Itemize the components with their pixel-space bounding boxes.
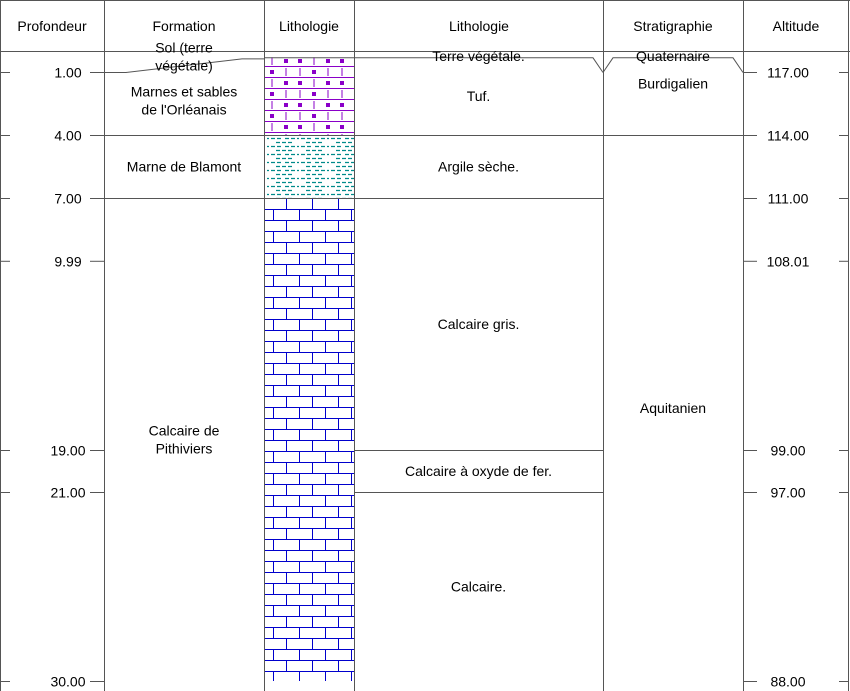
- formation-label: Pithiviers: [155, 440, 213, 457]
- formation-label: Marnes et sables: [130, 83, 238, 100]
- altitude-label: 114.00: [767, 127, 809, 144]
- depth-label: 4.00: [54, 127, 82, 144]
- lithology-layer-clay: [264, 135, 354, 198]
- header-lithology-description: Lithologie: [449, 18, 509, 34]
- altitude-label: 108.01: [766, 253, 810, 270]
- depth-label: 1.00: [54, 64, 82, 81]
- stratigraphy-label: Aquitanien: [639, 400, 707, 416]
- formation-label: Marne de Blamont: [126, 158, 242, 175]
- formation-label: de l'Orléanais: [141, 101, 227, 118]
- altitude-label: 97.00: [770, 484, 806, 501]
- depth-label: 9.99: [54, 253, 82, 270]
- stratigraphy-label: Quaternaire: [636, 48, 710, 65]
- lithology-description-label: Calcaire à oxyde de fer.: [404, 463, 553, 479]
- depth-label: 19.00: [50, 442, 86, 459]
- formation-label: Sol (terre: [155, 39, 213, 56]
- lithology-description-label: Tuf.: [466, 88, 491, 105]
- altitude-label: 117.00: [767, 64, 809, 81]
- header-depth: Profondeur: [17, 18, 87, 34]
- lithology-description-label: Terre végétale.: [432, 48, 525, 65]
- altitude-label: 111.00: [767, 190, 809, 207]
- header-stratigraphy: Stratigraphie: [633, 18, 713, 34]
- altitude-label: 99.00: [770, 442, 806, 459]
- stratigraphy-label: Burdigalien: [637, 75, 709, 92]
- formation-label: végétale): [155, 57, 213, 74]
- lithology-description-label: Argile sèche.: [438, 158, 519, 175]
- header-lithology-pattern: Lithologie: [279, 18, 339, 34]
- lithology-layer-limestone: [264, 198, 354, 681]
- header-altitude: Altitude: [772, 18, 820, 34]
- depth-label: 7.00: [54, 190, 82, 207]
- lithology-pattern-column: [264, 51, 354, 681]
- depth-label: 30.00: [50, 673, 86, 690]
- altitude-label: 88.00: [770, 673, 806, 690]
- depth-label: 21.00: [50, 484, 86, 501]
- lithology-description-label: Calcaire.: [450, 578, 507, 595]
- header-formation: Formation: [152, 18, 216, 34]
- lithology-layer-tuff: [264, 57, 354, 135]
- column-labels: [50, 40, 809, 690]
- formation-label: Calcaire de: [148, 422, 220, 439]
- lithology-description-label: Calcaire gris.: [437, 316, 520, 332]
